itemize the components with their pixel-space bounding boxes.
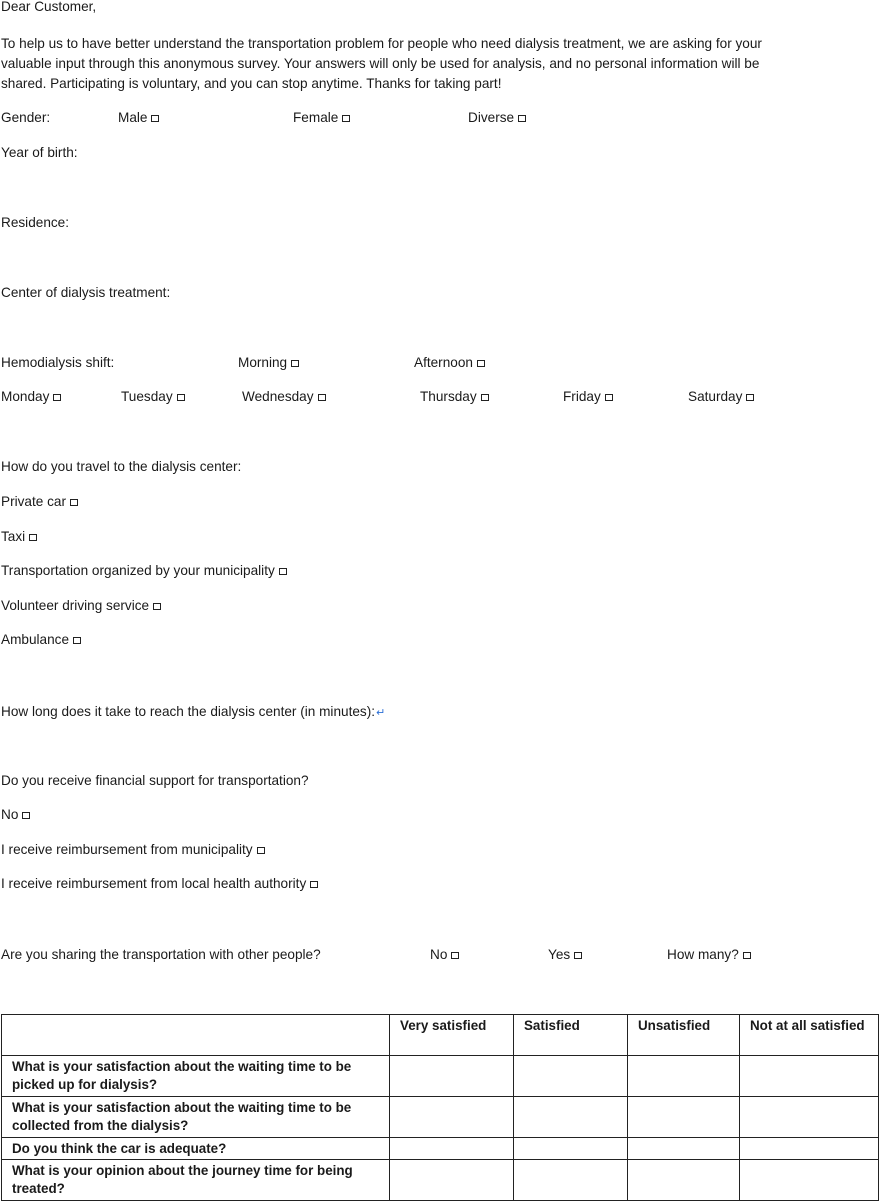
table-header-row [2, 1015, 879, 1056]
answer-cell[interactable] [390, 1056, 514, 1097]
checkbox-icon[interactable] [70, 499, 78, 506]
checkbox-icon[interactable] [29, 534, 37, 541]
residence-label: Residence: [1, 215, 70, 230]
support-question: Do you receive financial support for transportation? [1, 773, 309, 788]
checkbox-icon[interactable] [451, 952, 459, 959]
duration-question: How long does it take to reach the dialysis center (in minutes):↵ [1, 704, 386, 719]
travel-option-private-car[interactable]: Private car [1, 493, 78, 511]
center-label: Center of dialysis treatment: [1, 285, 171, 300]
header-cell-empty [2, 1015, 390, 1056]
answer-cell[interactable] [514, 1097, 628, 1138]
intro-line: valuable input through this anonymous survey. Your answers will only be used for analysis, and no personal information will be [1, 56, 760, 71]
travel-option-taxi[interactable]: Taxi [1, 528, 37, 546]
header-very-satisfied: Very satisfied [390, 1015, 514, 1056]
text-cursor-icon: ↵ [376, 707, 386, 719]
checkbox-icon[interactable] [574, 952, 582, 959]
row-question: What is your satisfaction about the waiting time to be collected from the dialysis? [2, 1097, 390, 1138]
support-option-health-authority[interactable]: I receive reimbursement from local health authority [1, 875, 318, 893]
answer-cell[interactable] [390, 1160, 514, 1201]
checkbox-icon[interactable] [291, 360, 299, 367]
intro-line: To help us to have better understand the transportation problem for people who need dialysis treatment, we are asking for your [1, 36, 762, 51]
checkbox-icon[interactable] [151, 115, 159, 122]
answer-cell[interactable] [514, 1138, 628, 1160]
shift-label: Hemodialysis shift: [1, 355, 115, 370]
table-row [2, 1056, 879, 1097]
checkbox-icon[interactable] [477, 360, 485, 367]
gender-option-diverse[interactable]: Diverse [468, 109, 526, 127]
support-option-no[interactable]: No [1, 806, 30, 824]
shift-option-morning[interactable]: Morning [238, 354, 299, 372]
checkbox-icon[interactable] [22, 812, 30, 819]
answer-cell[interactable] [740, 1097, 879, 1138]
answer-cell[interactable] [390, 1138, 514, 1160]
gender-label: Gender: [1, 110, 51, 125]
table-row [2, 1138, 879, 1160]
checkbox-icon[interactable] [53, 394, 61, 401]
checkbox-icon[interactable] [746, 394, 754, 401]
checkbox-icon[interactable] [153, 603, 161, 610]
checkbox-icon[interactable] [518, 115, 526, 122]
checkbox-icon[interactable] [481, 394, 489, 401]
checkbox-icon[interactable] [279, 568, 287, 575]
travel-question: How do you travel to the dialysis center: [1, 459, 242, 474]
sharing-option-no[interactable]: No [430, 946, 459, 964]
answer-cell[interactable] [628, 1056, 740, 1097]
answer-cell[interactable] [740, 1138, 879, 1160]
year-of-birth-label: Year of birth: [1, 145, 78, 160]
satisfaction-table [1, 1014, 879, 1201]
header-unsatisfied: Unsatisfied [628, 1015, 740, 1056]
header-not-at-all-satisfied: Not at all satisfied [740, 1015, 879, 1056]
shift-option-afternoon[interactable]: Afternoon [414, 354, 485, 372]
day-option-saturday[interactable]: Saturday [688, 388, 754, 406]
sharing-option-how-many[interactable]: How many? [667, 946, 751, 964]
row-question: What is your satisfaction about the waiting time to be picked up for dialysis? [2, 1056, 390, 1097]
row-question: What is your opinion about the journey time for being treated? [2, 1160, 390, 1201]
gender-option-female[interactable]: Female [293, 109, 350, 127]
checkbox-icon[interactable] [257, 847, 265, 854]
checkbox-icon[interactable] [73, 637, 81, 644]
day-option-tuesday[interactable]: Tuesday [121, 388, 185, 406]
greeting: Dear Customer, [1, 0, 97, 14]
intro-line: shared. Participating is voluntary, and you can stop anytime. Thanks for taking part! [1, 76, 502, 91]
answer-cell[interactable] [740, 1056, 879, 1097]
day-option-monday[interactable]: Monday [1, 388, 61, 406]
travel-option-volunteer[interactable]: Volunteer driving service [1, 597, 161, 615]
checkbox-icon[interactable] [342, 115, 350, 122]
sharing-option-yes[interactable]: Yes [548, 946, 582, 964]
checkbox-icon[interactable] [177, 394, 185, 401]
answer-cell[interactable] [514, 1160, 628, 1201]
answer-cell[interactable] [514, 1056, 628, 1097]
day-option-thursday[interactable]: Thursday [420, 388, 489, 406]
table-row [2, 1097, 879, 1138]
answer-cell[interactable] [628, 1097, 740, 1138]
checkbox-icon[interactable] [743, 952, 751, 959]
answer-cell[interactable] [628, 1138, 740, 1160]
answer-cell[interactable] [390, 1097, 514, 1138]
support-option-municipality[interactable]: I receive reimbursement from municipality [1, 841, 265, 859]
answer-cell[interactable] [628, 1160, 740, 1201]
header-satisfied: Satisfied [514, 1015, 628, 1056]
travel-option-municipality[interactable]: Transportation organized by your municipality [1, 562, 287, 580]
checkbox-icon[interactable] [605, 394, 613, 401]
day-option-wednesday[interactable]: Wednesday [242, 388, 326, 406]
table-row [2, 1160, 879, 1201]
checkbox-icon[interactable] [310, 881, 318, 888]
day-option-friday[interactable]: Friday [563, 388, 613, 406]
checkbox-icon[interactable] [318, 394, 326, 401]
sharing-question: Are you sharing the transportation with other people? [1, 947, 321, 962]
travel-option-ambulance[interactable]: Ambulance [1, 631, 81, 649]
gender-option-male[interactable]: Male [118, 109, 159, 127]
row-question: Do you think the car is adequate? [2, 1138, 390, 1160]
answer-cell[interactable] [740, 1160, 879, 1201]
